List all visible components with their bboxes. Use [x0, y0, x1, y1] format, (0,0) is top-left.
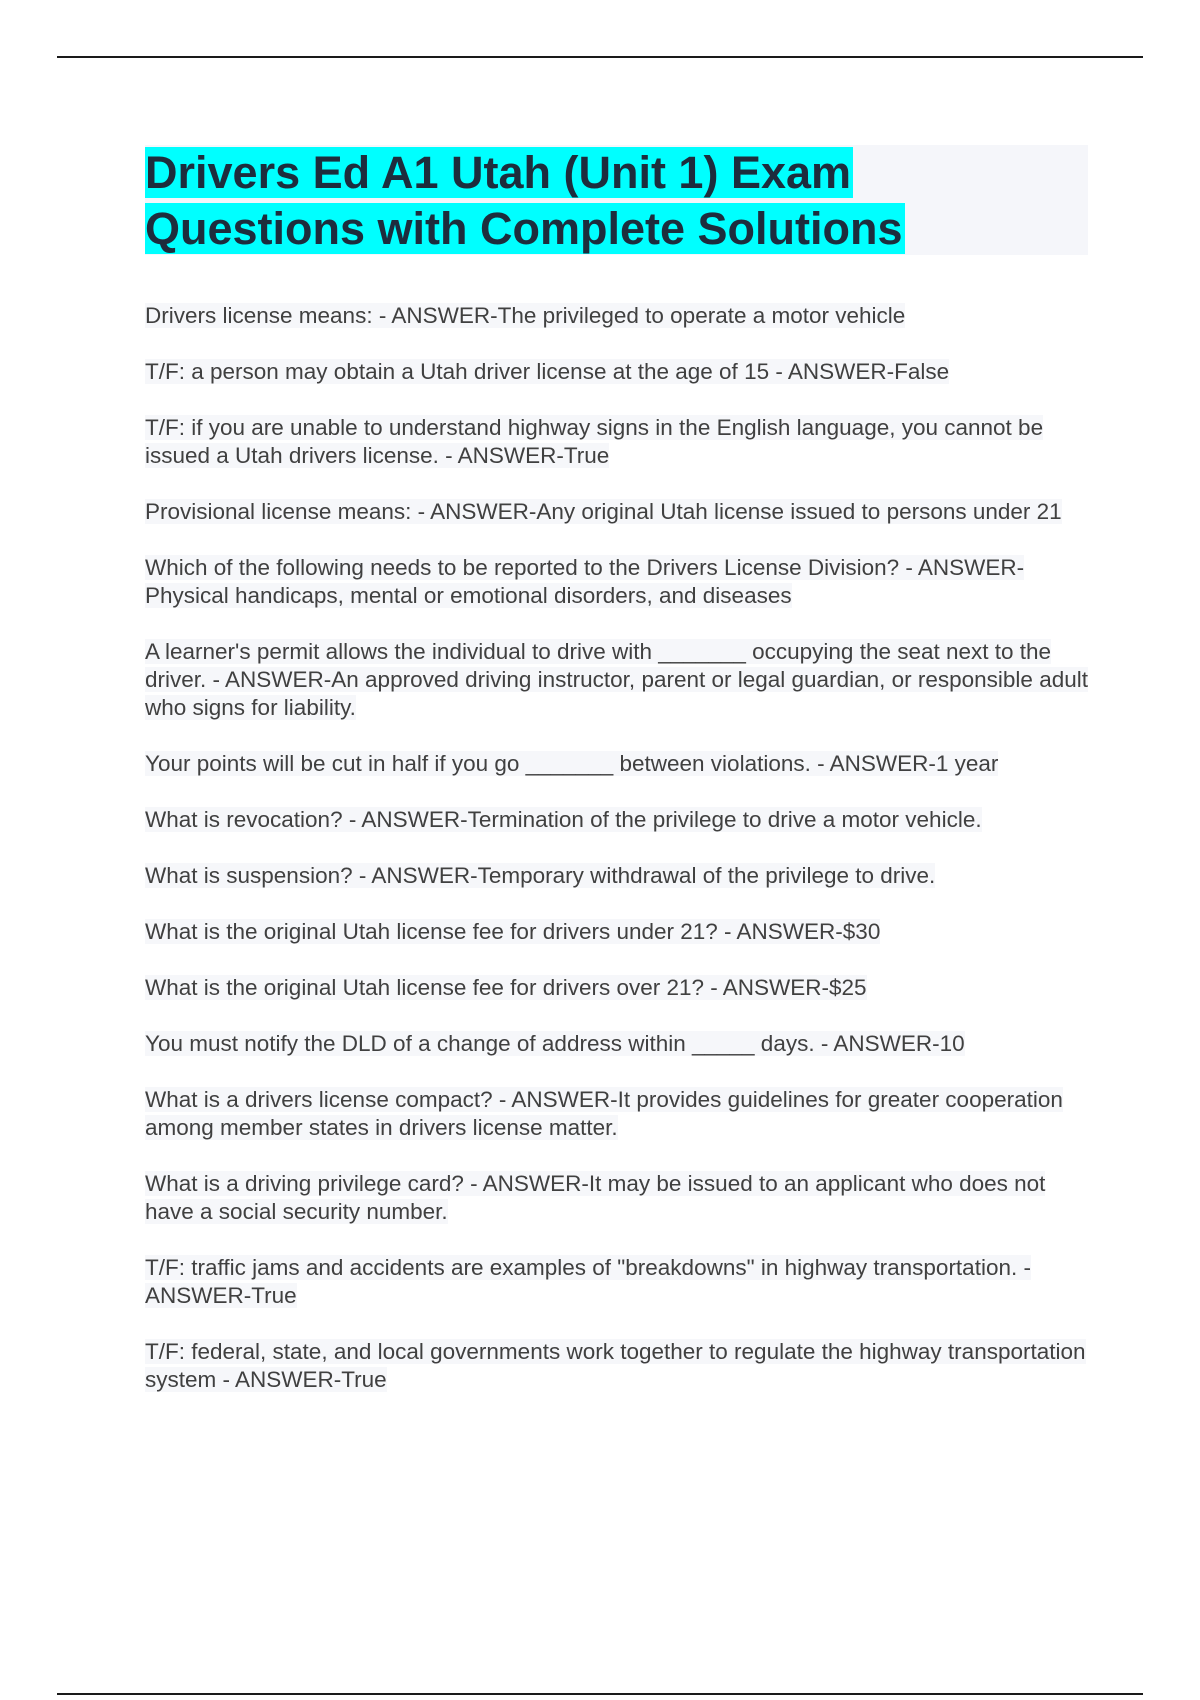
qa-item: T/F: federal, state, and local governments work together to regulate the highway transportation system - ANSWER-True	[145, 1339, 1086, 1392]
question-answer-list	[145, 302, 1095, 1422]
qa-item: A learner's permit allows the individual to drive with _______ occupying the seat next to the driver. - ANSWER-An approved driving instructor, parent or legal guardian, or responsible adult who signs for liability.	[145, 639, 1088, 720]
qa-item: T/F: traffic jams and accidents are examples of "breakdowns" in highway transportation. - ANSWER-True	[145, 1255, 1031, 1308]
qa-item: Provisional license means: - ANSWER-Any original Utah license issued to persons under 21	[145, 499, 1062, 524]
qa-item: You must notify the DLD of a change of address within _____ days. - ANSWER-10	[145, 1031, 965, 1056]
qa-item: Which of the following needs to be reported to the Drivers License Division? - ANSWER-Physical handicaps, mental or emotional disorders, and diseases	[145, 555, 1025, 608]
document-title	[145, 145, 1088, 257]
qa-item: T/F: if you are unable to understand highway signs in the English language, you cannot be issued a Utah drivers license. - ANSWER-True	[145, 415, 1044, 468]
qa-item: What is suspension? - ANSWER-Temporary withdrawal of the privilege to drive.	[145, 863, 936, 888]
top-rule	[57, 56, 1143, 58]
bottom-rule	[57, 1693, 1143, 1695]
qa-item: T/F: a person may obtain a Utah driver license at the age of 15 - ANSWER-False	[145, 359, 950, 384]
qa-item: What is a drivers license compact? - ANSWER-It provides guidelines for greater cooperation among member states in drivers license matter.	[145, 1087, 1063, 1140]
qa-item: What is revocation? - ANSWER-Termination of the privilege to drive a motor vehicle.	[145, 807, 982, 832]
title-block	[145, 145, 1088, 255]
qa-item: What is the original Utah license fee for drivers under 21? - ANSWER-$30	[145, 919, 881, 944]
title-line-1: Drivers Ed A1 Utah (Unit 1) Exam	[145, 147, 852, 198]
qa-item: What is a driving privilege card? - ANSWER-It may be issued to an applicant who does not have a social security number.	[145, 1171, 1046, 1224]
qa-item: What is the original Utah license fee for drivers over 21? - ANSWER-$25	[145, 975, 867, 1000]
title-line-2: Questions with Complete Solutions	[145, 203, 903, 254]
qa-item: Your points will be cut in half if you go _______ between violations. - ANSWER-1 year	[145, 751, 999, 776]
qa-item: Drivers license means: - ANSWER-The privileged to operate a motor vehicle	[145, 303, 906, 328]
